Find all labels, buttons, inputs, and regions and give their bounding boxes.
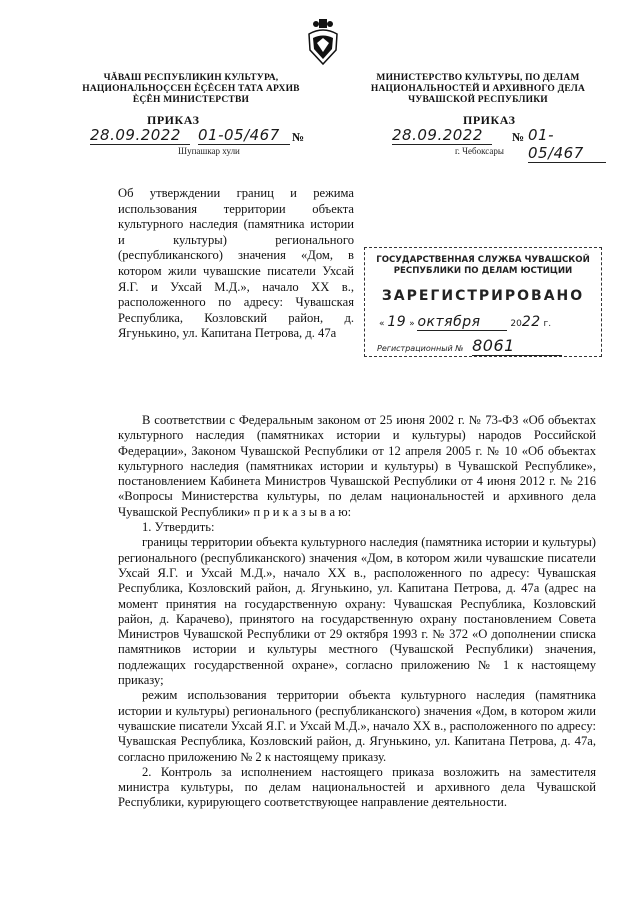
stamp-date-century: 20 (510, 319, 522, 329)
order-date-russian: 28.09.2022 (392, 126, 492, 145)
coat-of-arms-icon (303, 16, 343, 68)
registration-stamp (364, 247, 602, 357)
stamp-date-suffix: г. (543, 319, 552, 329)
stamp-date-day: 19 (387, 314, 407, 330)
issuer-name-chuvash: ЧĂВАШ РЕСПУБЛИКИН КУЛЬТУРА, НАЦИОНАЛЬНОÇСЕН ÈÇÊСЕН ТАТА АРХИВ ÈÇÊН МИНИСТЕРСТВИ (82, 73, 300, 105)
stamp-date-month: октября (417, 314, 507, 331)
order-title-russian: ПРИКАЗ (463, 113, 516, 127)
stamp-date (379, 314, 591, 331)
stamp-registered: ЗАРЕГИСТРИРОВАНО (381, 288, 585, 304)
city-russian: г. Чебоксары (455, 146, 504, 156)
item-1-regime: режим использования территории объекта культурного наследия (памятника истории и культуры) регионального (республиканского) значения «Дом, в котором жили чувашские писатели Ухсай Я.Г. и Ухсай М.Д.», начало ХХ в., расположенного по адресу: Чувашская Республика, Козловский район, д. Ягунькино, ул. Капитана Петрова, д. 47а, согласно приложению № 2 к настоящему приказу. (118, 688, 596, 764)
item-1-boundaries: границы территории объекта культурного наследия (памятника истории и культуры) регионального (республиканского) значения «Дом, в котором жили чувашские писатели Ухсай Я.Г. и Ухсай М.Д.», начало ХХ в., расположенного по адресу: Чувашская Республика, Козловский район, д. Ягунькино, ул. Капитана Петрова, д. 47а (адрес на момент принятия на государственную охрану: Чувашская Республика, Козловский район, д. Карачево), принятого на государственную охрану постановлением Совета Министров Чувашской Республики от 29 октября 1993 г. № 372 «О дополнении списка памятников истории и культуры местного (Чувашской Республики) значения, подлежащих государственной охране», согласно приложению № 1 к настоящему приказу; (118, 535, 596, 688)
order-number-chuvash: 01-05/467 (198, 126, 290, 145)
stamp-reg-label: Регистрационный № (377, 344, 464, 353)
stamp-date-open-quote: « (379, 319, 385, 329)
number-sign-chuvash: № (292, 130, 305, 144)
city-chuvash: Шупашкар хули (178, 146, 240, 156)
stamp-reg-number: 8061 (472, 336, 562, 356)
issuer-name-russian: МИНИСТЕРСТВО КУЛЬТУРЫ, ПО ДЕЛАМ НАЦИОНАЛЬНОСТЕЙ И АРХИВНОГО ДЕЛА ЧУВАШСКОЙ РЕСПУБЛИКИ (370, 73, 586, 105)
stamp-date-close-quote: » (409, 319, 415, 329)
order-title-chuvash: ПРИКАЗ (147, 113, 200, 127)
order-subject: Об утверждении границ и режима использования территории объекта культурного наследия (памятника истории и культуры) регионального (республиканского) значения «Дом, в котором жили чувашские писатели Ухсай Я.Г. и Ухсай М.Д.», начало ХХ в., расположенного по адресу: Чувашская Республика, Козловский район, д. Ягунькино, ул. Капитана Петрова, д. 47а (118, 186, 354, 341)
order-body (118, 413, 596, 811)
preamble-paragraph: В соответствии с Федеральным законом от 25 июня 2002 г. № 73-ФЗ «Об объектах культурного наследия (памятниках истории и культуры) народов Российской Федерации», Законом Чувашской Республики от 12 апреля 2005 г. № 10 «Об объектах культурного наследия (памятниках истории и культуры) в Чувашской Республике», постановлением Кабинета Министров Чувашской Республики от 4 июня 2012 г. № 216 «Вопросы Министерства культуры, по делам национальностей и архивного дела Чувашской Республики» п р и к а з ы в а ю: (118, 413, 596, 519)
stamp-date-year: 22 (521, 314, 541, 330)
order-date-chuvash: 28.09.2022 (90, 126, 190, 145)
order-number-russian: 01-05/467 (528, 126, 606, 163)
stamp-reg-number-row (377, 336, 562, 356)
item-2-control: 2. Контроль за исполнением настоящего приказа возложить на заместителя министра культуры, по делам национальностей и архивного дела Чувашской Республики, курирующего соответствующее направление деятельности. (118, 764, 596, 810)
number-sign-russian: № (512, 130, 525, 144)
item-1-heading: 1. Утвердить: (142, 520, 215, 535)
stamp-authority: ГОСУДАРСТВЕННАЯ СЛУЖБА ЧУВАШСКОЙ РЕСПУБЛИКИ ПО ДЕЛАМ ЮСТИЦИИ (376, 255, 590, 276)
